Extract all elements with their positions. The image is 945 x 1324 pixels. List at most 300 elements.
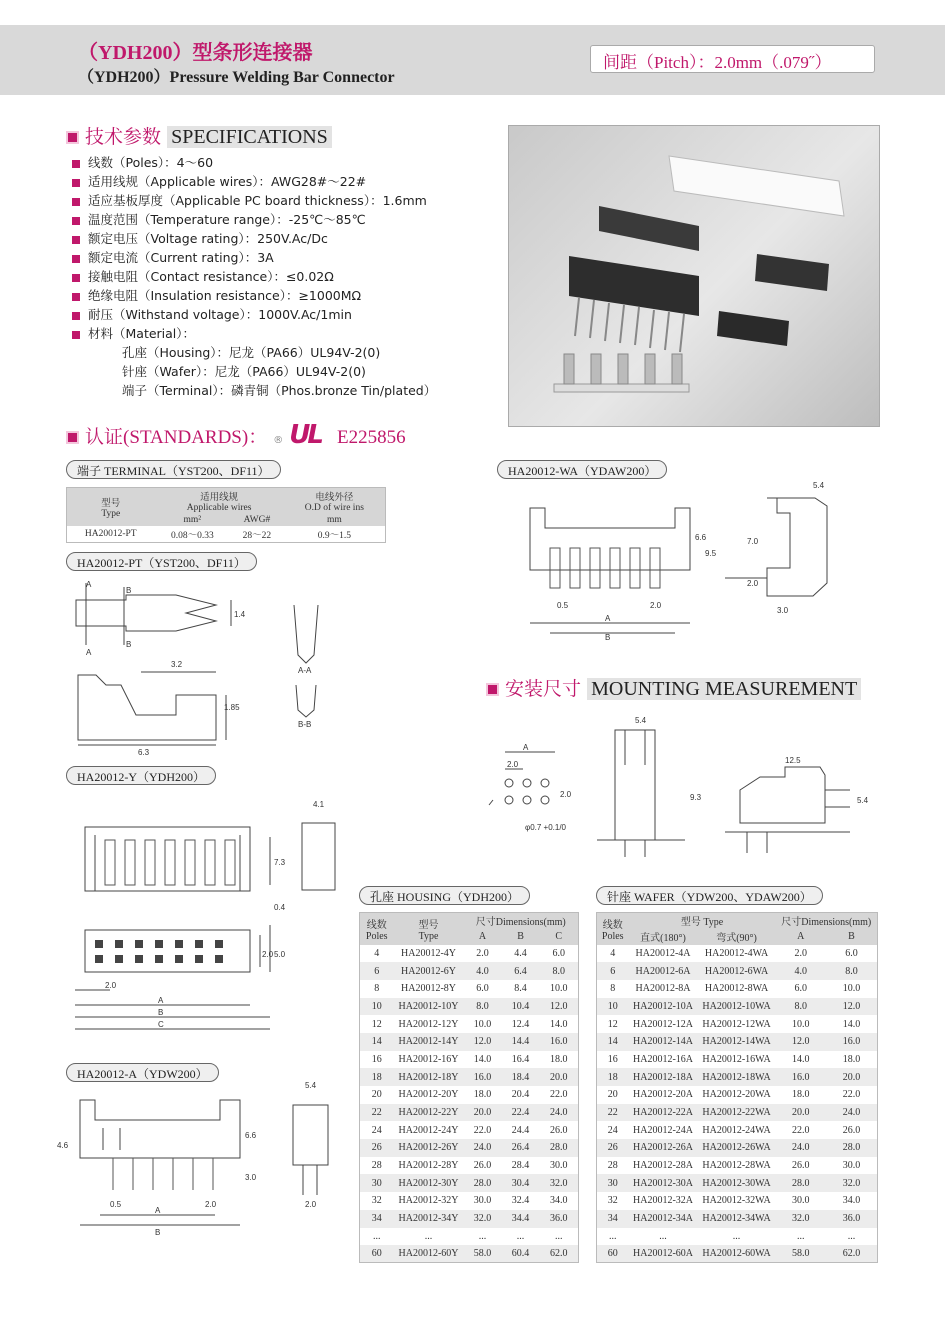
table-row (360, 998, 579, 1016)
standards-label: 认证(STANDARDS)： (85, 427, 268, 448)
table-cell: 26.0 (550, 1124, 568, 1136)
table-cell: 26 (607, 1142, 618, 1154)
table-cell: 22 (371, 1107, 382, 1119)
table-row (597, 1121, 878, 1139)
table-cell: 18 (607, 1071, 618, 1083)
table-cell: 20 (371, 1089, 382, 1101)
dim-text: 2.0 (650, 601, 662, 610)
table-cell: 32.0 (550, 1177, 568, 1189)
dim-text: 6.3 (138, 748, 150, 755)
table-cell: 16.4 (511, 1053, 530, 1065)
table-cell: 14.0 (842, 1018, 861, 1030)
table-cell: HA20012-22A (633, 1107, 694, 1119)
table-cell: 4 (374, 947, 380, 959)
table-cell: HA20012-18Y (398, 1071, 459, 1083)
table-row (360, 1228, 579, 1246)
table-row (597, 1157, 878, 1175)
table-cell: 4.4 (514, 947, 527, 959)
bullet-icon (72, 217, 80, 225)
dim-text: B (155, 1228, 161, 1237)
housing-y-drawing (70, 795, 350, 1040)
table-cell: HA20012-14A (633, 1036, 694, 1048)
table-cell: 12.0 (842, 1000, 861, 1012)
table-cell: HA20012-16A (633, 1053, 694, 1065)
table-cell: HA20012-26A (633, 1142, 694, 1154)
table-cell: 34 (371, 1213, 382, 1225)
table-cell: 58.0 (791, 1248, 810, 1260)
dim-text: A (155, 1206, 161, 1215)
bullet-icon (72, 160, 80, 168)
table-cell: HA20012-10A (633, 1000, 694, 1012)
bullet-icon (72, 274, 80, 282)
table-cell: 36.0 (550, 1213, 568, 1225)
dim-text: A (605, 614, 611, 623)
table-cell: 16.0 (791, 1071, 810, 1083)
th-col: B (848, 931, 855, 942)
table-row (597, 1015, 878, 1033)
bullet-icon (72, 179, 80, 187)
table-cell: 18 (371, 1071, 382, 1083)
table-cell: 8.0 (476, 1000, 489, 1012)
table-cell: 28 (371, 1160, 382, 1172)
wafer-table-body (597, 945, 878, 1263)
table-cell: 22.4 (511, 1107, 530, 1119)
terminal-pt-drawing (66, 575, 346, 755)
th-mm: mm (326, 515, 342, 525)
table-cell: 10 (371, 1000, 382, 1012)
table-cell: HA20012-16Y (398, 1053, 459, 1065)
table-cell: 26 (371, 1142, 382, 1154)
table-row (597, 962, 878, 980)
th-angle: 弯式(90°) (716, 933, 757, 944)
table-cell: 18.0 (791, 1089, 810, 1101)
dim-text: 2.0 (305, 1200, 317, 1209)
table-row (597, 1033, 878, 1051)
table-cell: HA20012-6A (635, 965, 691, 977)
page-title-cn: （YDH200）型条形连接器 (78, 42, 313, 64)
dim-text: 4.1 (313, 800, 325, 809)
table-cell: 6.0 (476, 983, 489, 995)
bullet-icon (72, 236, 80, 244)
bullet-square-icon (66, 131, 79, 144)
spec-item: 线数（Poles）：4～60 (72, 153, 436, 172)
table-row (360, 1139, 579, 1157)
table-cell: 8.0 (794, 1000, 807, 1012)
table-cell: HA20012-60WA (702, 1248, 771, 1260)
table-row (597, 1139, 878, 1157)
table-cell: HA20012-6Y (401, 965, 456, 977)
table-cell: 32 (607, 1195, 618, 1207)
mounting-heading-cn: 安装尺寸 (505, 678, 582, 700)
table-row (597, 998, 878, 1016)
dim-text: B (126, 640, 132, 649)
dim-text: 2.0 (507, 760, 519, 769)
table-cell: 58.0 (473, 1248, 492, 1260)
table-cell: 30 (607, 1177, 618, 1189)
mounting-heading (486, 674, 861, 701)
table-cell: HA20012-10Y (398, 1000, 459, 1012)
spec-item: 材料（Material）： (72, 324, 436, 343)
dim-text: 2.0 (262, 950, 274, 959)
table-row (597, 1104, 878, 1122)
dim-text: 6.6 (695, 533, 707, 542)
table-row (360, 945, 579, 963)
table-cell: 28.0 (842, 1142, 861, 1154)
table-row (597, 1228, 878, 1246)
table-cell: HA20012-24WA (702, 1124, 771, 1136)
table-cell: 34.4 (511, 1213, 530, 1225)
th-od-cn: 电线外径 (315, 493, 354, 503)
table-row (360, 1033, 579, 1051)
table-row (597, 980, 878, 998)
wafer-table (596, 912, 878, 1263)
standards-heading (66, 420, 406, 450)
table-cell: 12 (607, 1018, 618, 1030)
table-cell: HA20012-32WA (702, 1195, 771, 1207)
dim-text: 1.4 (234, 610, 246, 619)
table-cell: 18.0 (550, 1053, 568, 1065)
table-cell: 30.0 (550, 1160, 568, 1172)
table-cell: HA20012-30WA (702, 1177, 771, 1189)
table-cell: 22.0 (842, 1089, 861, 1101)
table-cell: ... (659, 1230, 667, 1242)
page-title-en: （YDH200）Pressure Welding Bar Connector (78, 69, 395, 86)
table-cell: HA20012-34WA (702, 1213, 771, 1225)
table-row (360, 1210, 579, 1228)
table-cell: HA20012-18A (633, 1071, 694, 1083)
table-cell: 20.0 (791, 1107, 810, 1119)
table-cell: 24 (607, 1124, 618, 1136)
dim-text: 2.0 (105, 981, 117, 990)
th-poles-en: Poles (365, 930, 388, 942)
table-cell: 24.0 (791, 1142, 810, 1154)
table-cell: 6 (374, 965, 380, 977)
table-row (360, 1157, 579, 1175)
table-cell: HA20012-6WA (704, 965, 769, 977)
table-cell: 8.4 (514, 983, 527, 995)
dim-text: C (158, 1020, 164, 1029)
th-col: A (478, 931, 487, 942)
table-cell: 8.0 (845, 965, 858, 977)
th-wire-cn: 适用线规 (200, 493, 239, 503)
dim-text: 3.0 (777, 606, 789, 615)
table-cell: 36.0 (842, 1213, 861, 1225)
table-cell: 30.4 (511, 1177, 530, 1189)
table-cell: ... (373, 1230, 381, 1242)
table-row (597, 1210, 878, 1228)
table-cell: 32.0 (791, 1213, 810, 1225)
table-cell: 4 (610, 947, 616, 959)
table-cell: 6.0 (794, 983, 807, 995)
table-row (360, 1192, 579, 1210)
th-od-en: O.D of wire ins (304, 503, 364, 513)
table-cell: 14.4 (511, 1036, 530, 1048)
table-cell: 2.0 (476, 947, 489, 959)
table-cell: 22.0 (550, 1089, 568, 1101)
table-row (597, 1086, 878, 1104)
housing-table-body (360, 945, 579, 1263)
dim-text: A (86, 580, 92, 589)
housing-table (359, 912, 579, 1263)
table-cell: 34 (607, 1213, 618, 1225)
th-col: A (797, 931, 805, 942)
table-row (360, 962, 579, 980)
table-cell: HA20012-24Y (398, 1124, 459, 1136)
spec-list (72, 153, 436, 400)
dim-text: 5.0 (274, 950, 286, 959)
pt-label: HA20012-PT（YST200、DF11） (66, 552, 257, 571)
dim-text: A (523, 743, 529, 752)
table-cell: 22.0 (473, 1124, 492, 1136)
table-cell: HA20012-20A (633, 1089, 694, 1101)
dim-text: 9.5 (705, 549, 717, 558)
table-cell: 22.0 (791, 1124, 810, 1136)
table-cell: HA20012-4WA (704, 947, 769, 959)
th-type-en: Type (101, 509, 121, 519)
table-cell: HA20012-26WA (702, 1142, 771, 1154)
table-cell: HA20012-60A (633, 1248, 694, 1260)
table-cell: 32.0 (473, 1213, 492, 1225)
dim-text: 7.0 (747, 537, 759, 546)
table-cell: HA20012-28WA (702, 1160, 771, 1172)
spec-item: 适用线规（Applicable wires）：AWG28#～22# (72, 172, 436, 191)
th-poles-en: Poles (601, 930, 624, 942)
table-cell: 26.0 (473, 1160, 492, 1172)
table-cell: 26.0 (791, 1160, 810, 1172)
dim-text: B (158, 1008, 164, 1017)
dim-text: 5.4 (813, 481, 825, 490)
table-row (597, 1068, 878, 1086)
dim-text: 7.3 (274, 858, 286, 867)
table-cell: 12.0 (550, 1000, 568, 1012)
table-cell: 8 (374, 983, 380, 995)
table-cell: 18.4 (511, 1071, 530, 1083)
specs-heading (66, 122, 332, 149)
table-cell: 4.0 (794, 965, 807, 977)
table-cell: 26.0 (842, 1124, 861, 1136)
table-cell: 16.0 (550, 1036, 568, 1048)
table-cell: HA20012-20WA (702, 1089, 771, 1101)
th-col: C (555, 931, 563, 942)
table-row (360, 1121, 579, 1139)
table-cell: 24.0 (473, 1142, 492, 1154)
th-awg: AWG# (243, 515, 271, 525)
dim-text: 12.5 (785, 756, 801, 765)
table-cell: HA20012-12Y (398, 1018, 459, 1030)
y-label: HA20012-Y（YDH200） (66, 766, 216, 785)
connector-photo-illustration (509, 126, 881, 428)
table-row (597, 1245, 878, 1263)
table-cell: 62.0 (550, 1248, 568, 1260)
dim-text: 3.2 (171, 660, 183, 669)
table-cell: 28.0 (550, 1142, 568, 1154)
th-dimensions: 尺寸Dimensions(mm) (781, 917, 872, 929)
material-item: 针座（Wafer）：尼龙（PA66）UL94V-2(0) (122, 364, 366, 379)
table-cell: 12 (371, 1018, 382, 1030)
table-cell: 20.4 (511, 1089, 530, 1101)
table-cell: HA20012-4A (635, 947, 691, 959)
table-cell: HA20012-24A (633, 1124, 694, 1136)
table-cell: 16.0 (842, 1036, 861, 1048)
table-cell: 32 (371, 1195, 382, 1207)
table-row (360, 1051, 579, 1069)
bullet-square-icon (66, 431, 79, 444)
table-cell: HA20012-8Y (401, 983, 456, 995)
table-cell: HA20012-60Y (398, 1248, 459, 1260)
table-row (360, 1174, 579, 1192)
table-cell: 8.0 (552, 965, 566, 977)
table-cell: 12.4 (511, 1018, 530, 1030)
table-cell: 12.0 (473, 1036, 492, 1048)
table-cell: 6.0 (552, 947, 566, 959)
th-dimensions: 尺寸Dimensions(mm) (475, 917, 566, 929)
table-row (360, 980, 579, 998)
table-cell: HA20012-22WA (702, 1107, 771, 1119)
table-cell: HA20012-16WA (702, 1053, 771, 1065)
table-cell: HA20012-26Y (398, 1142, 459, 1154)
table-cell: HA20012-32A (633, 1195, 694, 1207)
material-item: 孔座（Housing）：尼龙（PA66）UL94V-2(0) (122, 345, 381, 360)
table-row (360, 1015, 579, 1033)
table-row (360, 1068, 579, 1086)
table-cell: HA20012-30Y (398, 1177, 459, 1189)
dim-text: 0.4 (274, 903, 286, 912)
table-cell: HA20012-14WA (702, 1036, 771, 1048)
dim-text: A (86, 648, 92, 657)
ul-number: E225856 (337, 427, 406, 448)
th-type: 型号 Type (680, 917, 724, 929)
bullet-icon (72, 255, 80, 263)
dim-text: φ0.7 +0.1/0 (525, 823, 566, 832)
table-cell: 62.0 (842, 1248, 861, 1260)
table-cell: 16 (607, 1053, 618, 1065)
material-item: 端子（Terminal）：磷青铜（Phos.bronze Tin/plated） (122, 383, 437, 398)
table-cell: 28.0 (473, 1177, 492, 1189)
table-cell: 14 (607, 1036, 618, 1048)
table-cell: 20.0 (473, 1107, 492, 1119)
th-type-cn: 型号 (418, 919, 439, 931)
dim-text: 3.0 (245, 1173, 257, 1182)
spec-item: 耐压（Withstand voltage）：1000V.Ac/1min (72, 305, 436, 324)
table-cell: 20 (607, 1089, 618, 1101)
table-cell: 28.4 (511, 1160, 530, 1172)
ul-logo-icon: UL (289, 420, 321, 450)
housing-label: 孔座 HOUSING（YDH200） (359, 886, 530, 905)
table-cell: HA20012-28A (633, 1160, 694, 1172)
table-row (67, 526, 386, 543)
table-cell: ... (424, 1230, 433, 1242)
table-row (597, 1192, 878, 1210)
table-cell: 28 (607, 1160, 618, 1172)
table-cell: 32.0 (842, 1177, 861, 1189)
table-cell: HA20012-12A (633, 1018, 694, 1030)
table-cell: 34.0 (842, 1195, 861, 1207)
th-type-cn: 型号 (101, 499, 121, 509)
table-cell: HA20012-8A (635, 983, 691, 995)
a-label: HA20012-A（YDW200） (66, 1063, 219, 1082)
table-cell: 10.0 (550, 983, 568, 995)
table-cell: ... (847, 1230, 856, 1242)
table-cell: 10 (607, 1000, 618, 1012)
th-poles-cn: 线数 (366, 919, 387, 931)
spec-item: 温度范围（Temperature range）：-25℃～85℃ (72, 210, 436, 229)
table-cell: 2.0 (794, 947, 807, 959)
table-cell: 14.0 (473, 1053, 492, 1065)
table-cell: HA20012-34A (633, 1213, 694, 1225)
table-cell: 10.0 (791, 1018, 810, 1030)
spec-item: 接触电阻（Contact resistance）：≤0.02Ω (72, 267, 436, 286)
th-straight: 直式(180°) (640, 933, 686, 944)
dim-text: B (126, 586, 132, 595)
table-row (597, 945, 878, 963)
table-cell: HA20012-10WA (702, 1000, 771, 1012)
table-cell: 10.0 (842, 983, 861, 995)
table-cell: ... (478, 1230, 487, 1242)
table-cell: HA20012-12WA (702, 1018, 771, 1030)
specs-heading-en: SPECIFICATIONS (167, 126, 332, 148)
dim-text: 2.0 (560, 790, 572, 799)
wafer-a-drawing (55, 1080, 345, 1240)
wafer-wa-drawing (515, 478, 855, 643)
table-cell: 20.0 (842, 1071, 861, 1083)
table-cell: ... (609, 1230, 617, 1242)
terminal-table (66, 487, 386, 543)
table-cell: 22 (607, 1107, 618, 1119)
table-cell: HA20012-14Y (398, 1036, 459, 1048)
table-cell: HA20012-22Y (398, 1107, 459, 1119)
table-cell: 0.9～1.5 (317, 531, 351, 541)
table-cell: 16.0 (473, 1071, 492, 1083)
table-cell: 10.4 (511, 1000, 530, 1012)
table-cell: HA20012-28Y (398, 1160, 459, 1172)
table-cell: 20.0 (550, 1071, 568, 1083)
table-cell: 28.0 (791, 1177, 810, 1189)
table-cell: HA20012-PT (84, 529, 137, 539)
table-cell: HA20012-34Y (398, 1213, 459, 1225)
spec-item: 绝缘电阻（Insulation resistance）：≥1000MΩ (72, 286, 436, 305)
table-cell: HA20012-8WA (704, 983, 769, 995)
mounting-drawing (485, 705, 885, 865)
bullet-icon (72, 312, 80, 320)
bullet-icon (72, 293, 80, 301)
table-cell: 26.4 (511, 1142, 530, 1154)
table-cell: 24 (371, 1124, 382, 1136)
table-cell: 32.4 (511, 1195, 530, 1207)
spec-item: 适应基板厚度（Applicable PC board thickness）：1.6mm (72, 191, 436, 210)
dim-text: 5.4 (857, 796, 869, 805)
specs-heading-cn: 技术参数 (85, 126, 162, 148)
bullet-square-icon (486, 683, 499, 696)
table-cell: 24.0 (550, 1107, 568, 1119)
table-cell: 6.0 (845, 947, 858, 959)
table-cell: 6 (610, 965, 616, 977)
table-row (597, 1051, 878, 1069)
table-cell: 28～22 (242, 531, 272, 541)
table-cell: 6.4 (514, 965, 527, 977)
pitch-badge: 间距（Pitch）：2.0mm（.079˝） (590, 45, 875, 73)
table-cell: HA20012-20Y (398, 1089, 459, 1101)
mounting-heading-en: MOUNTING MEASUREMENT (587, 678, 861, 700)
bullet-icon (72, 198, 80, 206)
table-row (360, 1104, 579, 1122)
dim-text: 2.0 (205, 1200, 217, 1209)
table-cell: 14.0 (550, 1018, 568, 1030)
table-cell: 30.0 (473, 1195, 492, 1207)
dim-text: 6.6 (245, 1131, 257, 1140)
table-cell: 16 (371, 1053, 382, 1065)
table-row (360, 1245, 579, 1263)
th-type-en: Type (418, 930, 439, 942)
